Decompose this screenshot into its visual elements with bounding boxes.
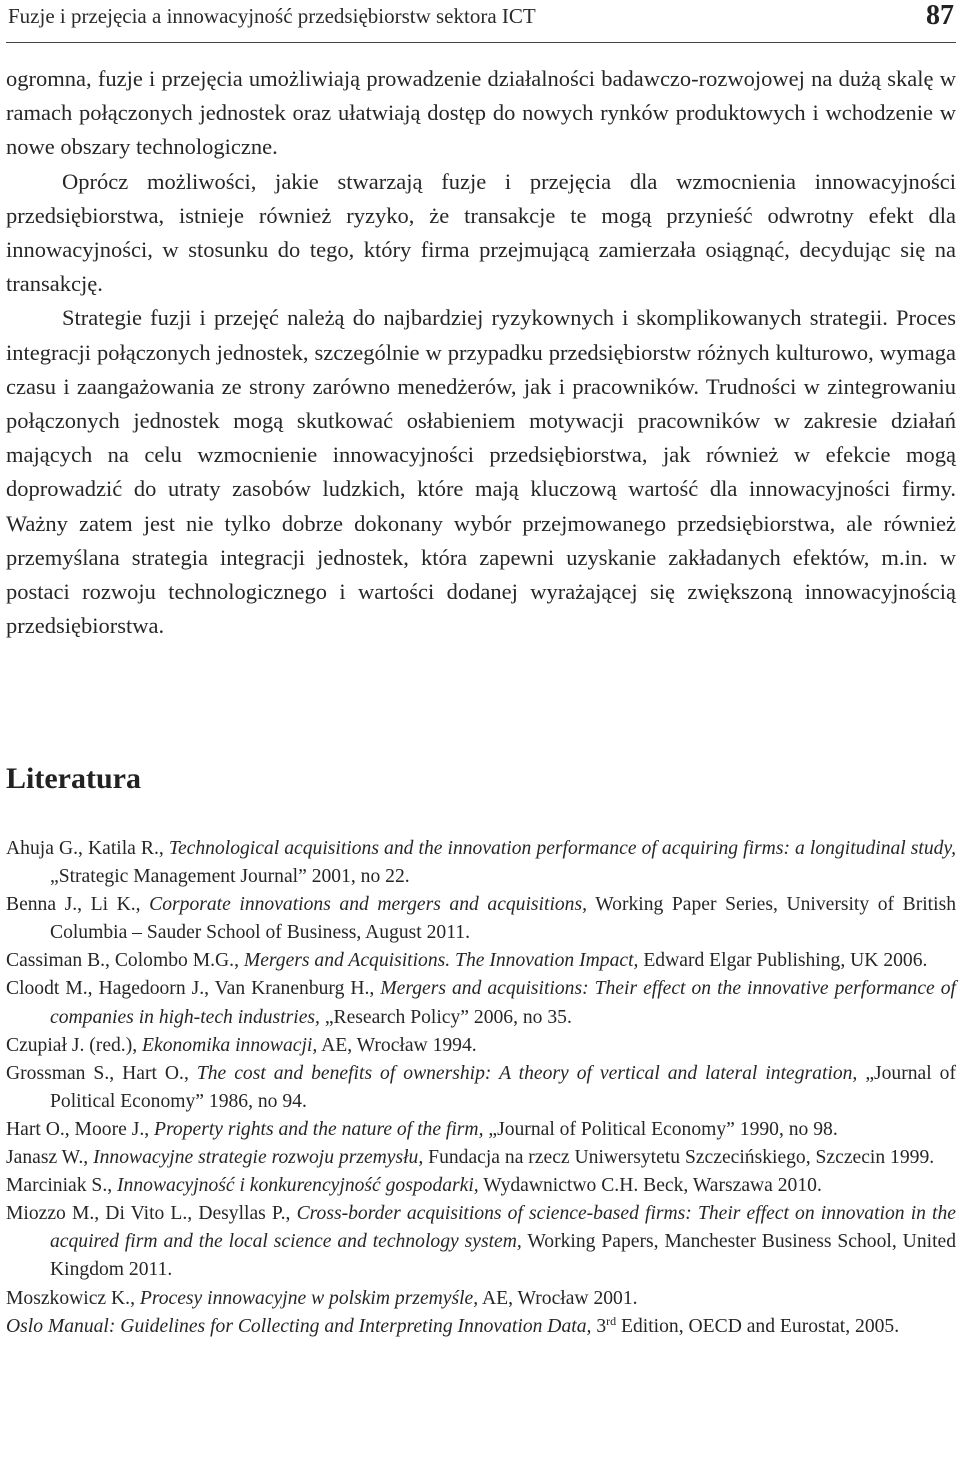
reference-authors: Janasz W., [6,1147,89,1169]
reference-source: AE, Wrocław 1994. [321,1034,477,1056]
reference-item [6,1032,956,1060]
page-header [6,0,956,43]
reference-source: „Journal of Political Economy” 1986, no 94. [50,1062,956,1112]
reference-authors: Moszkowicz K., [6,1287,135,1309]
reference-item [6,891,956,947]
body-text [6,62,956,643]
reference-title: The cost and benefits of ownership: A theory of vertical and lateral integration, [196,1062,858,1084]
reference-item [6,975,956,1031]
reference-title: Mergers and Acquisitions. The Innovation Impact, [243,950,639,972]
reference-authors: Marciniak S., [6,1175,113,1197]
reference-source: Edward Elgar Publishing, UK 2006. [643,950,928,972]
reference-title: Oslo Manual: Guidelines for Collecting and Interpreting Innovation Data, [6,1315,592,1337]
reference-authors: Cassiman B., Colombo M.G., [6,950,239,972]
reference-authors: Czupiał J. (red.), [6,1034,138,1056]
reference-source: „Strategic Management Journal” 2001, no 22. [50,866,410,888]
reference-item [6,835,956,891]
running-title: Fuzje i przejęcia a innowacyjność przedsiębiorstw sektora ICT [8,4,536,28]
reference-title: Procesy innowacyjne w polskim przemyśle, [139,1287,479,1309]
reference-source: Fundacja na rzecz Uniwersytetu Szczecińskiego, Szczecin 1999. [428,1147,935,1169]
reference-edition-suffix: rd [606,1313,617,1328]
reference-authors: Hart O., Moore J., [6,1118,150,1140]
reference-authors: Grossman S., Hart O., [6,1062,189,1084]
reference-source: Wydawnictwo C.H. Beck, Warszawa 2010. [483,1175,822,1197]
reference-item [6,1144,956,1172]
reference-source: „Research Policy” 2006, no 35. [324,1006,572,1028]
reference-list [6,835,956,1341]
reference-title: Cross-border acquisitions of science-based firms: Their effect on innovation in the acquired firm and the local science and technology system, [50,1203,956,1253]
reference-title: Property rights and the nature of the firm, [154,1118,484,1140]
reference-title: Mergers and acquisitions: Their effect on the innovative performance of companies in high-tech industries, [50,978,956,1028]
reference-item [6,1313,956,1341]
reference-source: Working Paper Series, University of British Columbia – Sauder School of Business, August 2011. [50,894,956,944]
reference-title: Ekonomika innowacji, [142,1034,318,1056]
reference-title: Corporate innovations and mergers and acquisitions, [149,894,587,916]
reference-item [6,1172,956,1200]
reference-item [6,1060,956,1116]
reference-title: Innowacyjność i konkurencyjność gospodarki, [117,1175,479,1197]
reference-authors: Miozzo M., Di Vito L., Desyllas P., [6,1203,291,1225]
reference-authors: Cloodt M., Hagedoorn J., Van Kranenburg H., [6,978,375,1000]
reference-source: Edition, OECD and Eurostat, 2005. [621,1315,900,1337]
reference-item [6,947,956,975]
reference-item [6,1116,956,1144]
reference-title: Technological acquisitions and the innovation performance of acquiring firms: a longitudinal study, [168,838,956,859]
paragraph-3: Strategie fuzji i przejęć należą do najbardziej ryzykownych i skomplikowanych strategii. Proces integracji połączonych jednostek, szczególnie w przypadku przedsiębiorstw różnych kulturowo, wymaga czasu i zaangażowania ze strony zarówno menedżerów, jak i pracowników. Trudności w zintegrowaniu połączonych jednostek mogą skutkować osłabieniem motywacji pracowników w zakresie działań mających na celu wzmocnienie innowacyjności przedsiębiorstwa, jak również w efekcie mogą doprowadzić do utraty zasobów ludzkich, które mają kluczową wartość dla innowacyjności firmy. Ważny zatem jest nie tylko dobrze dokonany wybór przejmowanego przedsiębiorstwa, ale również przemyślana strategia integracji jednostek, która zapewni uzyskanie zakładanych efektów, m.in. w postaci rozwoju technologicznego i wartości dodanej wyrażającej się zwiększoną innowacyjnością przedsiębiorstwa. [6,305,956,639]
literature-heading: Literatura [6,762,141,795]
reference-item [6,1285,956,1313]
reference-source: Working Papers, Manchester Business School, United Kingdom 2011. [50,1231,957,1281]
page-number: 87 [926,0,954,31]
reference-source: „Journal of Political Economy” 1990, no 98. [488,1118,838,1140]
paragraph-2: Oprócz możliwości, jakie stwarzają fuzje i przejęcia dla wzmocnienia innowacyjności przedsiębiorstwa, istnieje również ryzyko, że transakcje te mogą przynieść odwrotny efekt dla innowacyjności, w stosunku do tego, który firma przejmującą zamierzała osiągnąć, decydując się na transakcję. [6,168,956,297]
reference-source: AE, Wrocław 2001. [481,1287,638,1309]
paragraph-1: ogromna, fuzje i przejęcia umożliwiają prowadzenie działalności badawczo-rozwojowej na dużą skalę w ramach połączonych jednostek oraz ułatwiają dostęp do nowych rynków produktowych i wchodzenie w nowe obszary technologiczne. [6,66,956,160]
reference-title: Innowacyjne strategie rozwoju przemysłu, [93,1147,424,1169]
reference-authors: Benna J., Li K., [6,894,141,916]
reference-item [6,1200,956,1284]
reference-edition: 3 [596,1315,607,1337]
reference-authors: Ahuja G., Katila R., [6,838,164,859]
